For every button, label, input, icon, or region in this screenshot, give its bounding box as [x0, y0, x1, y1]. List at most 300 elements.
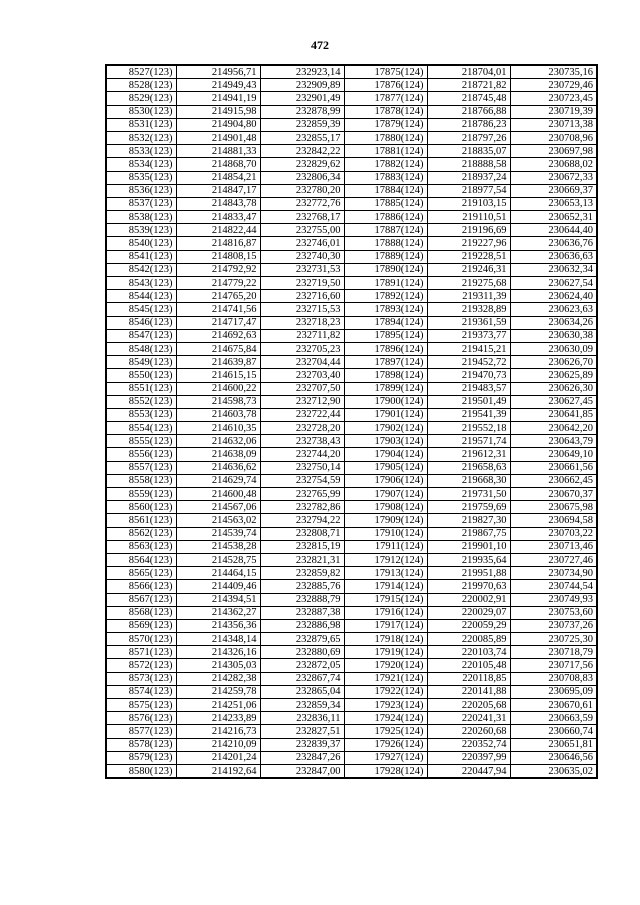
- x-coord-right-cell: 219867,75: [427, 527, 510, 540]
- x-coord-left-cell: 214305,03: [176, 659, 260, 672]
- y-coord-left-cell: 232731,53: [260, 263, 344, 276]
- y-coord-right-cell: 230660,74: [510, 725, 597, 738]
- y-coord-right-cell: 230646,56: [510, 751, 597, 764]
- y-coord-left-cell: 232847,26: [260, 751, 344, 764]
- point-id-left-cell: 8574(123): [106, 685, 176, 698]
- y-coord-right-cell: 230675,98: [510, 501, 597, 514]
- y-coord-left-cell: 232746,01: [260, 237, 344, 250]
- point-id-left-cell: 8569(123): [106, 619, 176, 632]
- x-coord-left-cell: 214779,22: [176, 277, 260, 290]
- x-coord-right-cell: 218888,58: [427, 158, 510, 171]
- point-id-left-cell: 8528(123): [106, 79, 176, 92]
- x-coord-left-cell: 214956,71: [176, 65, 260, 79]
- x-coord-left-cell: 214216,73: [176, 725, 260, 738]
- y-coord-right-cell: 230734,90: [510, 567, 597, 580]
- point-id-right-cell: 17923(124): [344, 699, 427, 712]
- point-id-right-cell: 17921(124): [344, 672, 427, 685]
- table-row: [106, 303, 597, 316]
- x-coord-left-cell: 214629,74: [176, 474, 260, 487]
- y-coord-right-cell: 230653,13: [510, 197, 597, 210]
- table-row: [106, 329, 597, 342]
- x-coord-right-cell: 218797,26: [427, 131, 510, 144]
- x-coord-left-cell: 214792,92: [176, 263, 260, 276]
- y-coord-left-cell: 232772,76: [260, 197, 344, 210]
- point-id-right-cell: 17886(124): [344, 211, 427, 224]
- point-id-right-cell: 17882(124): [344, 158, 427, 171]
- y-coord-left-cell: 232722,44: [260, 408, 344, 421]
- point-id-right-cell: 17875(124): [344, 65, 427, 79]
- y-coord-left-cell: 232836,11: [260, 712, 344, 725]
- x-coord-right-cell: 219827,30: [427, 514, 510, 527]
- point-id-left-cell: 8577(123): [106, 725, 176, 738]
- x-coord-right-cell: 219275,68: [427, 277, 510, 290]
- x-coord-left-cell: 214854,21: [176, 171, 260, 184]
- point-id-right-cell: 17918(124): [344, 633, 427, 646]
- table-row: [106, 659, 597, 672]
- x-coord-left-cell: 214692,63: [176, 329, 260, 342]
- x-coord-right-cell: 219361,59: [427, 316, 510, 329]
- x-coord-left-cell: 214251,06: [176, 699, 260, 712]
- x-coord-left-cell: 214632,06: [176, 435, 260, 448]
- x-coord-left-cell: 214808,15: [176, 250, 260, 263]
- y-coord-right-cell: 230651,81: [510, 738, 597, 751]
- table-row: [106, 488, 597, 501]
- point-id-left-cell: 8530(123): [106, 105, 176, 118]
- y-coord-left-cell: 232754,59: [260, 474, 344, 487]
- point-id-left-cell: 8547(123): [106, 329, 176, 342]
- x-coord-left-cell: 214464,15: [176, 567, 260, 580]
- y-coord-right-cell: 230670,61: [510, 699, 597, 712]
- table-row: [106, 356, 597, 369]
- point-id-right-cell: 17906(124): [344, 474, 427, 487]
- y-coord-right-cell: 230643,79: [510, 435, 597, 448]
- x-coord-left-cell: 214636,62: [176, 461, 260, 474]
- point-id-left-cell: 8568(123): [106, 606, 176, 619]
- y-coord-right-cell: 230630,09: [510, 342, 597, 355]
- x-coord-left-cell: 214603,78: [176, 408, 260, 421]
- y-coord-left-cell: 232859,34: [260, 699, 344, 712]
- table-row: [106, 171, 597, 184]
- x-coord-left-cell: 214362,27: [176, 606, 260, 619]
- point-id-left-cell: 8553(123): [106, 408, 176, 421]
- x-coord-right-cell: 219668,30: [427, 474, 510, 487]
- point-id-left-cell: 8554(123): [106, 422, 176, 435]
- point-id-left-cell: 8543(123): [106, 277, 176, 290]
- x-coord-left-cell: 214598,73: [176, 395, 260, 408]
- y-coord-right-cell: 230635,02: [510, 764, 597, 778]
- table-row: [106, 422, 597, 435]
- y-coord-left-cell: 232855,17: [260, 131, 344, 144]
- table-row: [106, 699, 597, 712]
- point-id-right-cell: 17902(124): [344, 422, 427, 435]
- x-coord-right-cell: 219415,21: [427, 342, 510, 355]
- x-coord-right-cell: 219658,63: [427, 461, 510, 474]
- point-id-left-cell: 8570(123): [106, 633, 176, 646]
- x-coord-right-cell: 219470,73: [427, 369, 510, 382]
- y-coord-right-cell: 230662,45: [510, 474, 597, 487]
- y-coord-right-cell: 230670,37: [510, 488, 597, 501]
- y-coord-right-cell: 230642,20: [510, 422, 597, 435]
- point-id-left-cell: 8555(123): [106, 435, 176, 448]
- y-coord-left-cell: 232886,98: [260, 619, 344, 632]
- y-coord-left-cell: 232923,14: [260, 65, 344, 79]
- x-coord-right-cell: 220447,94: [427, 764, 510, 778]
- x-coord-right-cell: 219373,77: [427, 329, 510, 342]
- y-coord-left-cell: 232738,43: [260, 435, 344, 448]
- point-id-right-cell: 17879(124): [344, 118, 427, 131]
- y-coord-right-cell: 230717,56: [510, 659, 597, 672]
- y-coord-left-cell: 232715,53: [260, 303, 344, 316]
- table-row: [106, 527, 597, 540]
- point-id-left-cell: 8580(123): [106, 764, 176, 778]
- y-coord-right-cell: 230634,26: [510, 316, 597, 329]
- table-row: [106, 685, 597, 698]
- point-id-left-cell: 8565(123): [106, 567, 176, 580]
- table-row: [106, 65, 597, 79]
- point-id-left-cell: 8576(123): [106, 712, 176, 725]
- point-id-right-cell: 17924(124): [344, 712, 427, 725]
- point-id-left-cell: 8563(123): [106, 540, 176, 553]
- x-coord-right-cell: 218745,48: [427, 92, 510, 105]
- table-row: [106, 145, 597, 158]
- coordinates-table: [105, 64, 598, 779]
- x-coord-left-cell: 214915,98: [176, 105, 260, 118]
- x-coord-right-cell: 219970,63: [427, 580, 510, 593]
- point-id-left-cell: 8546(123): [106, 316, 176, 329]
- point-id-right-cell: 17880(124): [344, 131, 427, 144]
- point-id-left-cell: 8578(123): [106, 738, 176, 751]
- x-coord-left-cell: 214847,17: [176, 184, 260, 197]
- x-coord-left-cell: 214881,33: [176, 145, 260, 158]
- x-coord-left-cell: 214904,80: [176, 118, 260, 131]
- y-coord-right-cell: 230641,85: [510, 408, 597, 421]
- x-coord-right-cell: 219901,10: [427, 540, 510, 553]
- table-row: [106, 211, 597, 224]
- x-coord-left-cell: 214282,38: [176, 672, 260, 685]
- x-coord-right-cell: 219483,57: [427, 382, 510, 395]
- x-coord-right-cell: 219103,15: [427, 197, 510, 210]
- x-coord-right-cell: 218766,88: [427, 105, 510, 118]
- x-coord-left-cell: 214563,02: [176, 514, 260, 527]
- y-coord-left-cell: 232704,44: [260, 356, 344, 369]
- y-coord-right-cell: 230729,46: [510, 79, 597, 92]
- y-coord-left-cell: 232859,39: [260, 118, 344, 131]
- x-coord-right-cell: 218937,24: [427, 171, 510, 184]
- y-coord-right-cell: 230735,16: [510, 65, 597, 79]
- y-coord-left-cell: 232740,30: [260, 250, 344, 263]
- point-id-right-cell: 17883(124): [344, 171, 427, 184]
- table-row: [106, 448, 597, 461]
- point-id-right-cell: 17910(124): [344, 527, 427, 540]
- x-coord-left-cell: 214717,47: [176, 316, 260, 329]
- table-row: [106, 646, 597, 659]
- y-coord-right-cell: 230652,31: [510, 211, 597, 224]
- point-id-left-cell: 8545(123): [106, 303, 176, 316]
- point-id-right-cell: 17888(124): [344, 237, 427, 250]
- point-id-right-cell: 17895(124): [344, 329, 427, 342]
- x-coord-right-cell: 219612,31: [427, 448, 510, 461]
- x-coord-left-cell: 214949,43: [176, 79, 260, 92]
- point-id-right-cell: 17896(124): [344, 342, 427, 355]
- y-coord-left-cell: 232867,74: [260, 672, 344, 685]
- y-coord-right-cell: 230624,40: [510, 290, 597, 303]
- x-coord-left-cell: 214233,89: [176, 712, 260, 725]
- table-row: [106, 725, 597, 738]
- x-coord-right-cell: 218704,01: [427, 65, 510, 79]
- point-id-right-cell: 17900(124): [344, 395, 427, 408]
- point-id-left-cell: 8573(123): [106, 672, 176, 685]
- x-coord-right-cell: 218977,54: [427, 184, 510, 197]
- y-coord-left-cell: 232782,86: [260, 501, 344, 514]
- table-row: [106, 712, 597, 725]
- point-id-left-cell: 8558(123): [106, 474, 176, 487]
- x-coord-left-cell: 214822,44: [176, 224, 260, 237]
- y-coord-left-cell: 232909,89: [260, 79, 344, 92]
- point-id-left-cell: 8535(123): [106, 171, 176, 184]
- x-coord-left-cell: 214941,19: [176, 92, 260, 105]
- point-id-left-cell: 8536(123): [106, 184, 176, 197]
- table-row: [106, 435, 597, 448]
- table-row: [106, 633, 597, 646]
- point-id-right-cell: 17891(124): [344, 277, 427, 290]
- table-row: [106, 619, 597, 632]
- x-coord-left-cell: 214610,35: [176, 422, 260, 435]
- y-coord-right-cell: 230703,22: [510, 527, 597, 540]
- x-coord-right-cell: 220103,74: [427, 646, 510, 659]
- x-coord-left-cell: 214567,06: [176, 501, 260, 514]
- y-coord-right-cell: 230695,09: [510, 685, 597, 698]
- y-coord-right-cell: 230697,98: [510, 145, 597, 158]
- y-coord-right-cell: 230672,33: [510, 171, 597, 184]
- y-coord-right-cell: 230625,89: [510, 369, 597, 382]
- x-coord-right-cell: 220352,74: [427, 738, 510, 751]
- x-coord-right-cell: 220260,68: [427, 725, 510, 738]
- table-row: [106, 158, 597, 171]
- y-coord-right-cell: 230663,59: [510, 712, 597, 725]
- point-id-right-cell: 17912(124): [344, 553, 427, 566]
- point-id-left-cell: 8541(123): [106, 250, 176, 263]
- point-id-right-cell: 17899(124): [344, 382, 427, 395]
- y-coord-right-cell: 230694,58: [510, 514, 597, 527]
- x-coord-left-cell: 214326,16: [176, 646, 260, 659]
- x-coord-right-cell: 220241,31: [427, 712, 510, 725]
- table-row: [106, 263, 597, 276]
- y-coord-left-cell: 232744,20: [260, 448, 344, 461]
- table-row: [106, 461, 597, 474]
- y-coord-right-cell: 230626,70: [510, 356, 597, 369]
- table-row: [106, 369, 597, 382]
- table-row: [106, 224, 597, 237]
- point-id-right-cell: 17905(124): [344, 461, 427, 474]
- point-id-right-cell: 17884(124): [344, 184, 427, 197]
- point-id-left-cell: 8571(123): [106, 646, 176, 659]
- point-id-right-cell: 17877(124): [344, 92, 427, 105]
- table-row: [106, 606, 597, 619]
- y-coord-left-cell: 232794,22: [260, 514, 344, 527]
- y-coord-right-cell: 230744,54: [510, 580, 597, 593]
- point-id-right-cell: 17876(124): [344, 79, 427, 92]
- x-coord-right-cell: 219951,88: [427, 567, 510, 580]
- y-coord-left-cell: 232887,38: [260, 606, 344, 619]
- point-id-right-cell: 17904(124): [344, 448, 427, 461]
- y-coord-left-cell: 232888,79: [260, 593, 344, 606]
- point-id-right-cell: 17928(124): [344, 764, 427, 778]
- point-id-right-cell: 17901(124): [344, 408, 427, 421]
- x-coord-left-cell: 214615,15: [176, 369, 260, 382]
- x-coord-right-cell: 219196,69: [427, 224, 510, 237]
- point-id-left-cell: 8552(123): [106, 395, 176, 408]
- point-id-left-cell: 8579(123): [106, 751, 176, 764]
- y-coord-left-cell: 232821,31: [260, 553, 344, 566]
- point-id-right-cell: 17926(124): [344, 738, 427, 751]
- x-coord-right-cell: 219110,51: [427, 211, 510, 224]
- x-coord-left-cell: 214843,78: [176, 197, 260, 210]
- table-row: [106, 738, 597, 751]
- table-row: [106, 672, 597, 685]
- point-id-left-cell: 8533(123): [106, 145, 176, 158]
- x-coord-left-cell: 214901,48: [176, 131, 260, 144]
- y-coord-left-cell: 232716,60: [260, 290, 344, 303]
- y-coord-right-cell: 230632,34: [510, 263, 597, 276]
- x-coord-left-cell: 214192,64: [176, 764, 260, 778]
- x-coord-left-cell: 214600,22: [176, 382, 260, 395]
- point-id-left-cell: 8551(123): [106, 382, 176, 395]
- point-id-left-cell: 8539(123): [106, 224, 176, 237]
- x-coord-right-cell: 219246,31: [427, 263, 510, 276]
- y-coord-left-cell: 232705,23: [260, 342, 344, 355]
- y-coord-left-cell: 232750,14: [260, 461, 344, 474]
- point-id-right-cell: 17893(124): [344, 303, 427, 316]
- point-id-right-cell: 17878(124): [344, 105, 427, 118]
- y-coord-left-cell: 232859,82: [260, 567, 344, 580]
- point-id-right-cell: 17917(124): [344, 619, 427, 632]
- y-coord-right-cell: 230626,30: [510, 382, 597, 395]
- x-coord-right-cell: 219552,18: [427, 422, 510, 435]
- y-coord-right-cell: 230636,63: [510, 250, 597, 263]
- x-coord-left-cell: 214675,84: [176, 342, 260, 355]
- y-coord-left-cell: 232755,00: [260, 224, 344, 237]
- x-coord-right-cell: 220141,88: [427, 685, 510, 698]
- y-coord-right-cell: 230644,40: [510, 224, 597, 237]
- point-id-right-cell: 17892(124): [344, 290, 427, 303]
- y-coord-left-cell: 232865,04: [260, 685, 344, 698]
- y-coord-left-cell: 232880,69: [260, 646, 344, 659]
- table-row: [106, 395, 597, 408]
- y-coord-left-cell: 232839,37: [260, 738, 344, 751]
- point-id-right-cell: 17922(124): [344, 685, 427, 698]
- point-id-right-cell: 17898(124): [344, 369, 427, 382]
- y-coord-left-cell: 232842,22: [260, 145, 344, 158]
- x-coord-right-cell: 219935,64: [427, 553, 510, 566]
- x-coord-right-cell: 220059,29: [427, 619, 510, 632]
- point-id-left-cell: 8559(123): [106, 488, 176, 501]
- table-row: [106, 514, 597, 527]
- point-id-right-cell: 17887(124): [344, 224, 427, 237]
- y-coord-right-cell: 230718,79: [510, 646, 597, 659]
- x-coord-right-cell: 220029,07: [427, 606, 510, 619]
- y-coord-right-cell: 230723,45: [510, 92, 597, 105]
- y-coord-right-cell: 230753,60: [510, 606, 597, 619]
- point-id-left-cell: 8562(123): [106, 527, 176, 540]
- x-coord-right-cell: 219541,39: [427, 408, 510, 421]
- x-coord-left-cell: 214394,51: [176, 593, 260, 606]
- y-coord-right-cell: 230688,02: [510, 158, 597, 171]
- y-coord-right-cell: 230669,37: [510, 184, 597, 197]
- point-id-left-cell: 8567(123): [106, 593, 176, 606]
- y-coord-left-cell: 232901,49: [260, 92, 344, 105]
- point-id-left-cell: 8548(123): [106, 342, 176, 355]
- y-coord-left-cell: 232780,20: [260, 184, 344, 197]
- y-coord-right-cell: 230623,63: [510, 303, 597, 316]
- point-id-left-cell: 8542(123): [106, 263, 176, 276]
- point-id-left-cell: 8560(123): [106, 501, 176, 514]
- point-id-right-cell: 17907(124): [344, 488, 427, 501]
- table-row: [106, 184, 597, 197]
- point-id-left-cell: 8534(123): [106, 158, 176, 171]
- y-coord-left-cell: 232728,20: [260, 422, 344, 435]
- point-id-right-cell: 17897(124): [344, 356, 427, 369]
- x-coord-left-cell: 214348,14: [176, 633, 260, 646]
- x-coord-left-cell: 214639,87: [176, 356, 260, 369]
- x-coord-right-cell: 219759,69: [427, 501, 510, 514]
- x-coord-left-cell: 214356,36: [176, 619, 260, 632]
- x-coord-right-cell: 220205,68: [427, 699, 510, 712]
- y-coord-left-cell: 232885,76: [260, 580, 344, 593]
- point-id-left-cell: 8564(123): [106, 553, 176, 566]
- x-coord-left-cell: 214528,75: [176, 553, 260, 566]
- y-coord-left-cell: 232827,51: [260, 725, 344, 738]
- point-id-right-cell: 17889(124): [344, 250, 427, 263]
- x-coord-right-cell: 219328,89: [427, 303, 510, 316]
- y-coord-right-cell: 230649,10: [510, 448, 597, 461]
- x-coord-left-cell: 214210,09: [176, 738, 260, 751]
- x-coord-right-cell: 219571,74: [427, 435, 510, 448]
- point-id-right-cell: 17913(124): [344, 567, 427, 580]
- x-coord-left-cell: 214868,70: [176, 158, 260, 171]
- y-coord-right-cell: 230713,38: [510, 118, 597, 131]
- y-coord-left-cell: 232718,23: [260, 316, 344, 329]
- point-id-right-cell: 17920(124): [344, 659, 427, 672]
- point-id-right-cell: 17894(124): [344, 316, 427, 329]
- table-row: [106, 567, 597, 580]
- table-row: [106, 277, 597, 290]
- point-id-right-cell: 17908(124): [344, 501, 427, 514]
- x-coord-right-cell: 218835,07: [427, 145, 510, 158]
- point-id-right-cell: 17919(124): [344, 646, 427, 659]
- x-coord-right-cell: 220085,89: [427, 633, 510, 646]
- point-id-right-cell: 17927(124): [344, 751, 427, 764]
- point-id-left-cell: 8572(123): [106, 659, 176, 672]
- point-id-left-cell: 8532(123): [106, 131, 176, 144]
- point-id-left-cell: 8561(123): [106, 514, 176, 527]
- x-coord-right-cell: 220118,85: [427, 672, 510, 685]
- x-coord-left-cell: 214765,20: [176, 290, 260, 303]
- y-coord-left-cell: 232815,19: [260, 540, 344, 553]
- table-row: [106, 131, 597, 144]
- table-row: [106, 382, 597, 395]
- point-id-right-cell: 17911(124): [344, 540, 427, 553]
- point-id-right-cell: 17916(124): [344, 606, 427, 619]
- point-id-left-cell: 8566(123): [106, 580, 176, 593]
- y-coord-right-cell: 230737,26: [510, 619, 597, 632]
- x-coord-left-cell: 214409,46: [176, 580, 260, 593]
- y-coord-right-cell: 230627,54: [510, 277, 597, 290]
- table-row: [106, 553, 597, 566]
- x-coord-right-cell: 220105,48: [427, 659, 510, 672]
- point-id-right-cell: 17915(124): [344, 593, 427, 606]
- y-coord-right-cell: 230749,93: [510, 593, 597, 606]
- y-coord-left-cell: 232712,90: [260, 395, 344, 408]
